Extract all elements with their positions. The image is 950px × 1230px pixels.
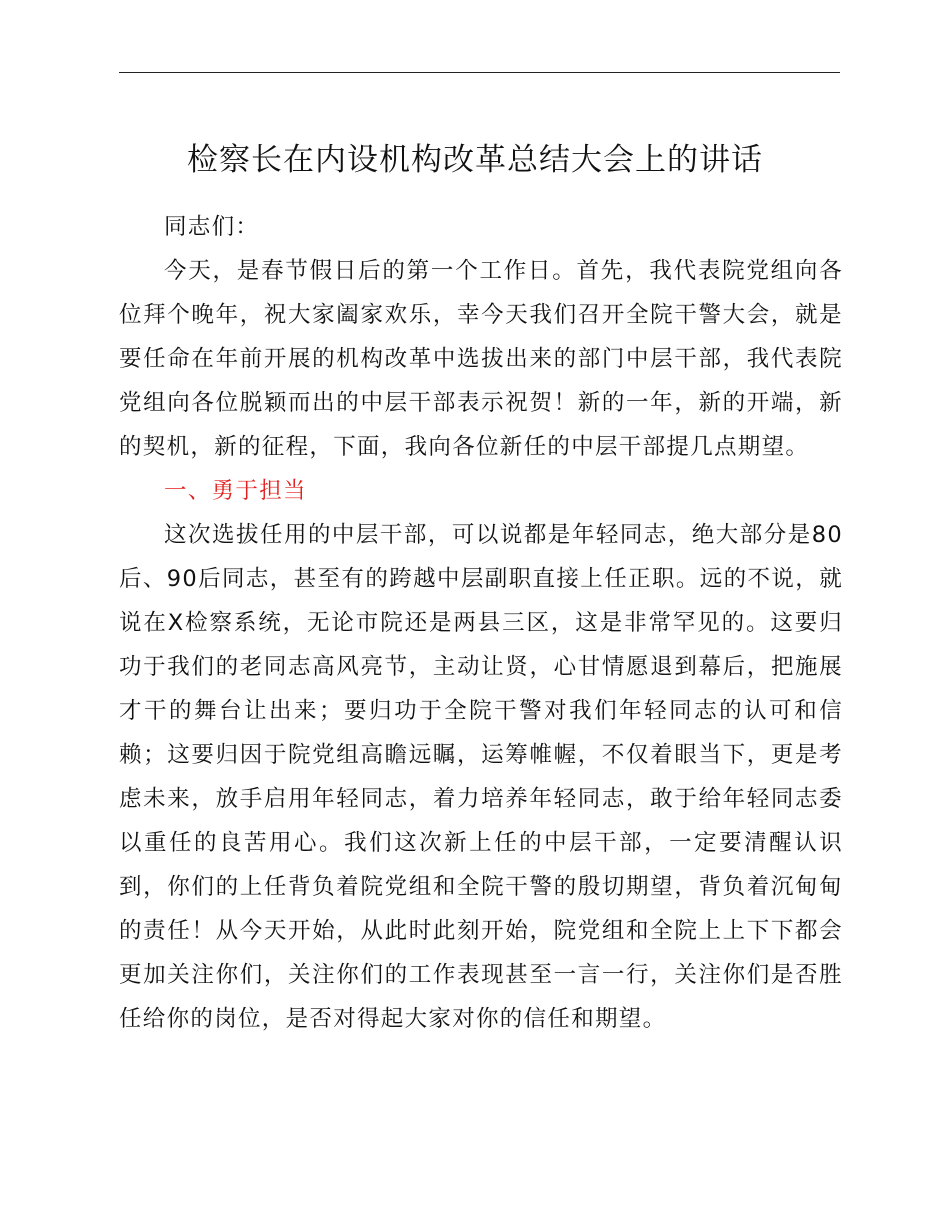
section-paragraph: 这次选拔任用的中层干部，可以说都是年轻同志，绝大部分是80后、90后同志，甚至有的跨越中层副职直接上任正职。远的不说，就说在X检察系统，无论市院还是两县三区，这是非常罕见的。这要归功于我们的老同志高风亮节，主动让贤，心甘情愿退到幕后，把施展才干的舞台让出来；要归功于全院干警对我们年轻同志的认可和信赖；这要归因于院党组高瞻远瞩，运筹帷幄，不仅着眼当下，更是考虑未来，放手启用年轻同志，着力培养年轻同志，敢于给年轻同志委以重任的良苦用心。我们这次新上任的中层干部，一定要清醒认识到，你们的上任背负着院党组和全院干警的殷切期望，背负着沉甸甸的责任！从今天开始，从此时此刻开始，院党组和全院上上下下都会更加关注你们，关注你们的工作表现甚至一言一行，关注你们是否胜任给你的岗位，是否对得起大家对你的信任和期望。 [119,522,843,1032]
salutation: 同志们： [164,214,260,240]
page-title: 检察长在内设机构改革总结大会上的讲话 [187,142,763,178]
header-rule [119,72,840,73]
document-body [119,205,843,1041]
section-heading: 一、勇于担当 [164,478,307,504]
intro-paragraph: 今天，是春节假日后的第一个工作日。首先，我代表院党组向各位拜个晚年，祝大家阖家欢乐，幸今天我们召开全院干警大会，就是要任命在年前开展的机构改革中选拔出来的部门中层干部，我代表院党组向各位脱颖而出的中层干部表示祝贺！新的一年，新的开端，新的契机，新的征程，下面，我向各位新任的中层干部提几点期望。 [119,258,843,460]
